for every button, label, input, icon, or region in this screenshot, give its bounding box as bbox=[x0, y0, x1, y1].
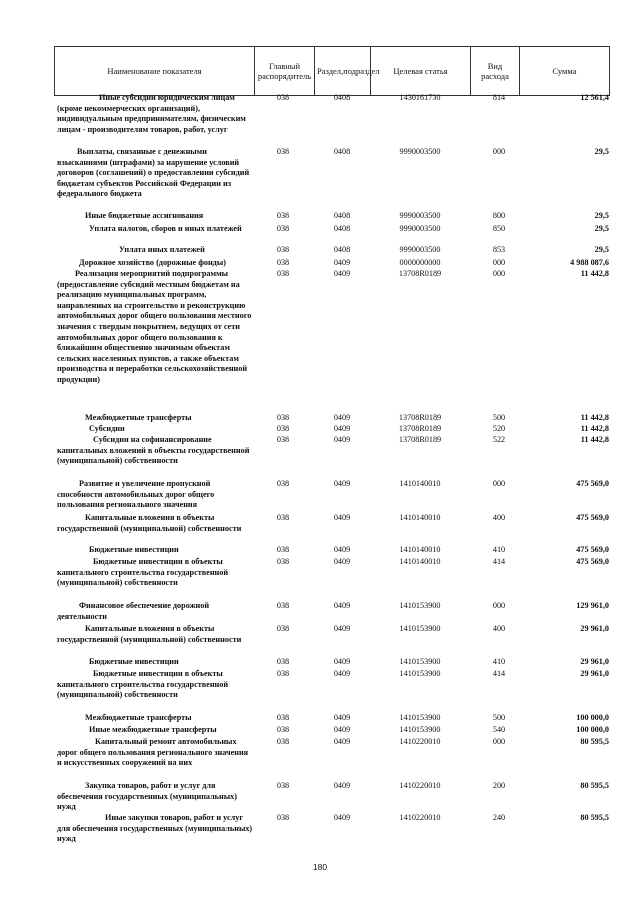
row-razdel: 0409 bbox=[333, 781, 351, 790]
row-summa: 100 000,0 bbox=[576, 725, 609, 734]
row-rasp: 038 bbox=[276, 657, 290, 666]
row-celevaya: 1410220010 bbox=[399, 781, 441, 790]
row-name: Бюджетные инвестиции в объекты капитального строительства государственной (муниципальной) собственности bbox=[57, 669, 229, 700]
row-name: Уплата иных платежей bbox=[119, 245, 205, 254]
row-summa: 29,5 bbox=[594, 224, 609, 233]
row-name: Иные бюджетные ассигнования bbox=[85, 211, 204, 220]
row-rasp: 038 bbox=[276, 435, 290, 444]
row-celevaya: 1410153900 bbox=[399, 657, 441, 666]
row-vid: 410 bbox=[492, 657, 506, 666]
row-razdel: 0409 bbox=[333, 413, 351, 422]
row-celevaya: 1430161730 bbox=[399, 93, 441, 102]
row-razdel: 0409 bbox=[333, 713, 351, 722]
row-name: Развитие и увеличение пропускной способности автомобильных дорог общего пользования регионального значения bbox=[57, 479, 215, 510]
row-name: Капитальные вложения в объекты государственной (муниципальной) собственности bbox=[57, 624, 242, 644]
row-vid: 414 bbox=[492, 557, 506, 566]
row-vid: 000 bbox=[492, 269, 506, 278]
row-summa: 12 561,4 bbox=[580, 93, 609, 102]
row-vid: 540 bbox=[492, 725, 506, 734]
row-vid: 410 bbox=[492, 545, 506, 554]
row-razdel: 0409 bbox=[333, 435, 351, 444]
row-vid: 414 bbox=[492, 669, 506, 678]
row-rasp: 038 bbox=[276, 725, 290, 734]
row-summa: 29 961,0 bbox=[580, 624, 609, 633]
row-summa: 475 569,0 bbox=[576, 513, 609, 522]
row-razdel: 0408 bbox=[333, 93, 351, 102]
row-celevaya: 1410220010 bbox=[399, 813, 441, 822]
row-razdel: 0409 bbox=[333, 557, 351, 566]
row-name: Уплата налогов, сборов и иных платежей bbox=[89, 224, 242, 233]
row-name: Капитальный ремонт автомобильных дорог общего пользования регионального значения и искусственных сооружений на них bbox=[57, 737, 249, 768]
row-razdel: 0409 bbox=[333, 545, 351, 554]
row-summa: 80 595,5 bbox=[580, 813, 609, 822]
row-summa: 475 569,0 bbox=[576, 479, 609, 488]
row-razdel: 0409 bbox=[333, 813, 351, 822]
row-celevaya: 1410153900 bbox=[399, 713, 441, 722]
row-vid: 400 bbox=[492, 513, 506, 522]
row-razdel: 0409 bbox=[333, 725, 351, 734]
row-rasp: 038 bbox=[276, 424, 290, 433]
row-summa: 29 961,0 bbox=[580, 669, 609, 678]
row-razdel: 0409 bbox=[333, 601, 351, 610]
row-summa: 100 000,0 bbox=[576, 713, 609, 722]
row-name: Межбюджетные трансферты bbox=[85, 413, 192, 422]
row-rasp: 038 bbox=[276, 557, 290, 566]
row-summa: 129 961,0 bbox=[576, 601, 609, 610]
row-rasp: 038 bbox=[276, 479, 290, 488]
row-summa: 29,5 bbox=[594, 147, 609, 156]
row-name: Бюджетные инвестиции bbox=[89, 657, 179, 666]
header-celevaya: Целевая статья bbox=[371, 47, 471, 96]
row-rasp: 038 bbox=[276, 93, 290, 102]
row-vid: 800 bbox=[492, 211, 506, 220]
row-summa: 11 442,8 bbox=[580, 413, 609, 422]
row-celevaya: 13708R0189 bbox=[398, 424, 442, 433]
page-number: 180 bbox=[312, 862, 328, 872]
row-rasp: 038 bbox=[276, 601, 290, 610]
row-vid: 853 bbox=[492, 245, 506, 254]
row-name: Финансовое обеспечение дорожной деятельности bbox=[57, 601, 210, 621]
table-header bbox=[54, 46, 610, 96]
row-celevaya: 9990003500 bbox=[399, 245, 441, 254]
row-celevaya: 1410140010 bbox=[399, 513, 441, 522]
row-razdel: 0409 bbox=[333, 424, 351, 433]
row-celevaya: 0000000000 bbox=[399, 258, 441, 267]
row-celevaya: 1410153900 bbox=[399, 725, 441, 734]
row-name: Иные субсидии юридическим лицам (кроме некоммерческих организаций), индивидуальным предпринимателям, физическим лицам - производителям товаров, работ, услуг bbox=[57, 93, 246, 134]
row-summa: 475 569,0 bbox=[576, 545, 609, 554]
row-celevaya: 13708R0189 bbox=[398, 413, 442, 422]
row-rasp: 038 bbox=[276, 545, 290, 554]
row-razdel: 0409 bbox=[333, 269, 351, 278]
header-summa: Сумма bbox=[520, 47, 610, 96]
header-rasp: Главный распорядитель bbox=[255, 47, 315, 96]
row-summa: 29 961,0 bbox=[580, 657, 609, 666]
row-name: Субсидии на софинансирование капитальных вложений в объекты государственной (муниципальной) собственности bbox=[57, 435, 250, 466]
row-summa: 29,5 bbox=[594, 245, 609, 254]
row-celevaya: 13708R0189 bbox=[398, 435, 442, 444]
row-vid: 400 bbox=[492, 624, 506, 633]
row-razdel: 0409 bbox=[333, 258, 351, 267]
row-rasp: 038 bbox=[276, 258, 290, 267]
row-name: Иные межбюджетные трансферты bbox=[89, 725, 217, 734]
row-celevaya: 1410140010 bbox=[399, 545, 441, 554]
row-celevaya: 9990003500 bbox=[399, 211, 441, 220]
row-summa: 11 442,8 bbox=[580, 435, 609, 444]
row-vid: 000 bbox=[492, 737, 506, 746]
row-celevaya: 1410153900 bbox=[399, 669, 441, 678]
row-vid: 000 bbox=[492, 258, 506, 267]
row-celevaya: 13708R0189 bbox=[398, 269, 442, 278]
row-name: Бюджетные инвестиции bbox=[89, 545, 179, 554]
row-name: Бюджетные инвестиции в объекты капитального строительства государственной (муниципальной) собственности bbox=[57, 557, 229, 588]
header-name: Наименование показателя bbox=[55, 47, 255, 96]
row-rasp: 038 bbox=[276, 413, 290, 422]
row-vid: 000 bbox=[492, 147, 506, 156]
row-celevaya: 9990003500 bbox=[399, 147, 441, 156]
row-rasp: 038 bbox=[276, 737, 290, 746]
row-name: Капитальные вложения в объекты государственной (муниципальной) собственности bbox=[57, 513, 242, 533]
row-summa: 29,5 bbox=[594, 211, 609, 220]
row-rasp: 038 bbox=[276, 813, 290, 822]
row-razdel: 0409 bbox=[333, 513, 351, 522]
row-rasp: 038 bbox=[276, 147, 290, 156]
row-razdel: 0409 bbox=[333, 737, 351, 746]
row-rasp: 038 bbox=[276, 245, 290, 254]
row-name: Выплаты, связанные с денежными взысканиями (штрафами) за нарушение условий договоров (соглашений) о предоставлении субсидий бюджетам субъектов Российской Федерации из федерального бюджета bbox=[57, 147, 250, 199]
row-vid: 520 bbox=[492, 424, 506, 433]
row-celevaya: 1410153900 bbox=[399, 601, 441, 610]
row-rasp: 038 bbox=[276, 224, 290, 233]
row-razdel: 0409 bbox=[333, 479, 351, 488]
row-vid: 500 bbox=[492, 713, 506, 722]
row-name: Реализация мероприятий подпрограммы (предоставление субсидий местным бюджетам на реализацию муниципальных программ, направленных на строительство и реконструкцию автомобильных дорог общего пользования местного значения с твердым покрытием, ведущих от сети автомобильных дорог общего пользования к ближайшим общественно значимым объектам сельских населенных пунктов, а также объектам производства и переработки сельскохозяйственной продукции) bbox=[57, 269, 252, 384]
row-name: Межбюджетные трансферты bbox=[85, 713, 192, 722]
row-summa: 4 988 087,6 bbox=[570, 258, 609, 267]
row-razdel: 0408 bbox=[333, 224, 351, 233]
row-rasp: 038 bbox=[276, 624, 290, 633]
row-name: Закупка товаров, работ и услуг для обеспечения государственных (муниципальных) нужд bbox=[57, 781, 237, 812]
row-celevaya: 1410140010 bbox=[399, 557, 441, 566]
row-rasp: 038 bbox=[276, 781, 290, 790]
row-vid: 522 bbox=[492, 435, 506, 444]
row-summa: 80 595,5 bbox=[580, 737, 609, 746]
row-razdel: 0408 bbox=[333, 211, 351, 220]
row-celevaya: 1410153900 bbox=[399, 624, 441, 633]
row-vid: 500 bbox=[492, 413, 506, 422]
row-celevaya: 1410220010 bbox=[399, 737, 441, 746]
row-razdel: 0409 bbox=[333, 657, 351, 666]
row-razdel: 0409 bbox=[333, 624, 351, 633]
row-vid: 200 bbox=[492, 781, 506, 790]
row-rasp: 038 bbox=[276, 513, 290, 522]
row-vid: 850 bbox=[492, 224, 506, 233]
row-rasp: 038 bbox=[276, 713, 290, 722]
row-razdel: 0409 bbox=[333, 669, 351, 678]
header-vid: Вид расхода bbox=[471, 47, 520, 96]
row-name: Дорожное хозяйство (дорожные фонды) bbox=[79, 258, 226, 267]
row-vid: 000 bbox=[492, 479, 506, 488]
header-razdel: Раздел,подраздел bbox=[315, 47, 371, 96]
row-rasp: 038 bbox=[276, 269, 290, 278]
row-summa: 80 595,5 bbox=[580, 781, 609, 790]
row-name: Иные закупки товаров, работ и услуг для обеспечения государственных (муниципальных) нужд bbox=[57, 813, 253, 844]
row-razdel: 0408 bbox=[333, 245, 351, 254]
row-razdel: 0408 bbox=[333, 147, 351, 156]
row-name: Субсидии bbox=[89, 424, 125, 433]
row-summa: 11 442,8 bbox=[580, 424, 609, 433]
row-celevaya: 1410140010 bbox=[399, 479, 441, 488]
row-vid: 814 bbox=[492, 93, 506, 102]
row-rasp: 038 bbox=[276, 211, 290, 220]
row-vid: 000 bbox=[492, 601, 506, 610]
row-summa: 475 569,0 bbox=[576, 557, 609, 566]
row-summa: 11 442,8 bbox=[580, 269, 609, 278]
row-vid: 240 bbox=[492, 813, 506, 822]
row-celevaya: 9990003500 bbox=[399, 224, 441, 233]
row-rasp: 038 bbox=[276, 669, 290, 678]
